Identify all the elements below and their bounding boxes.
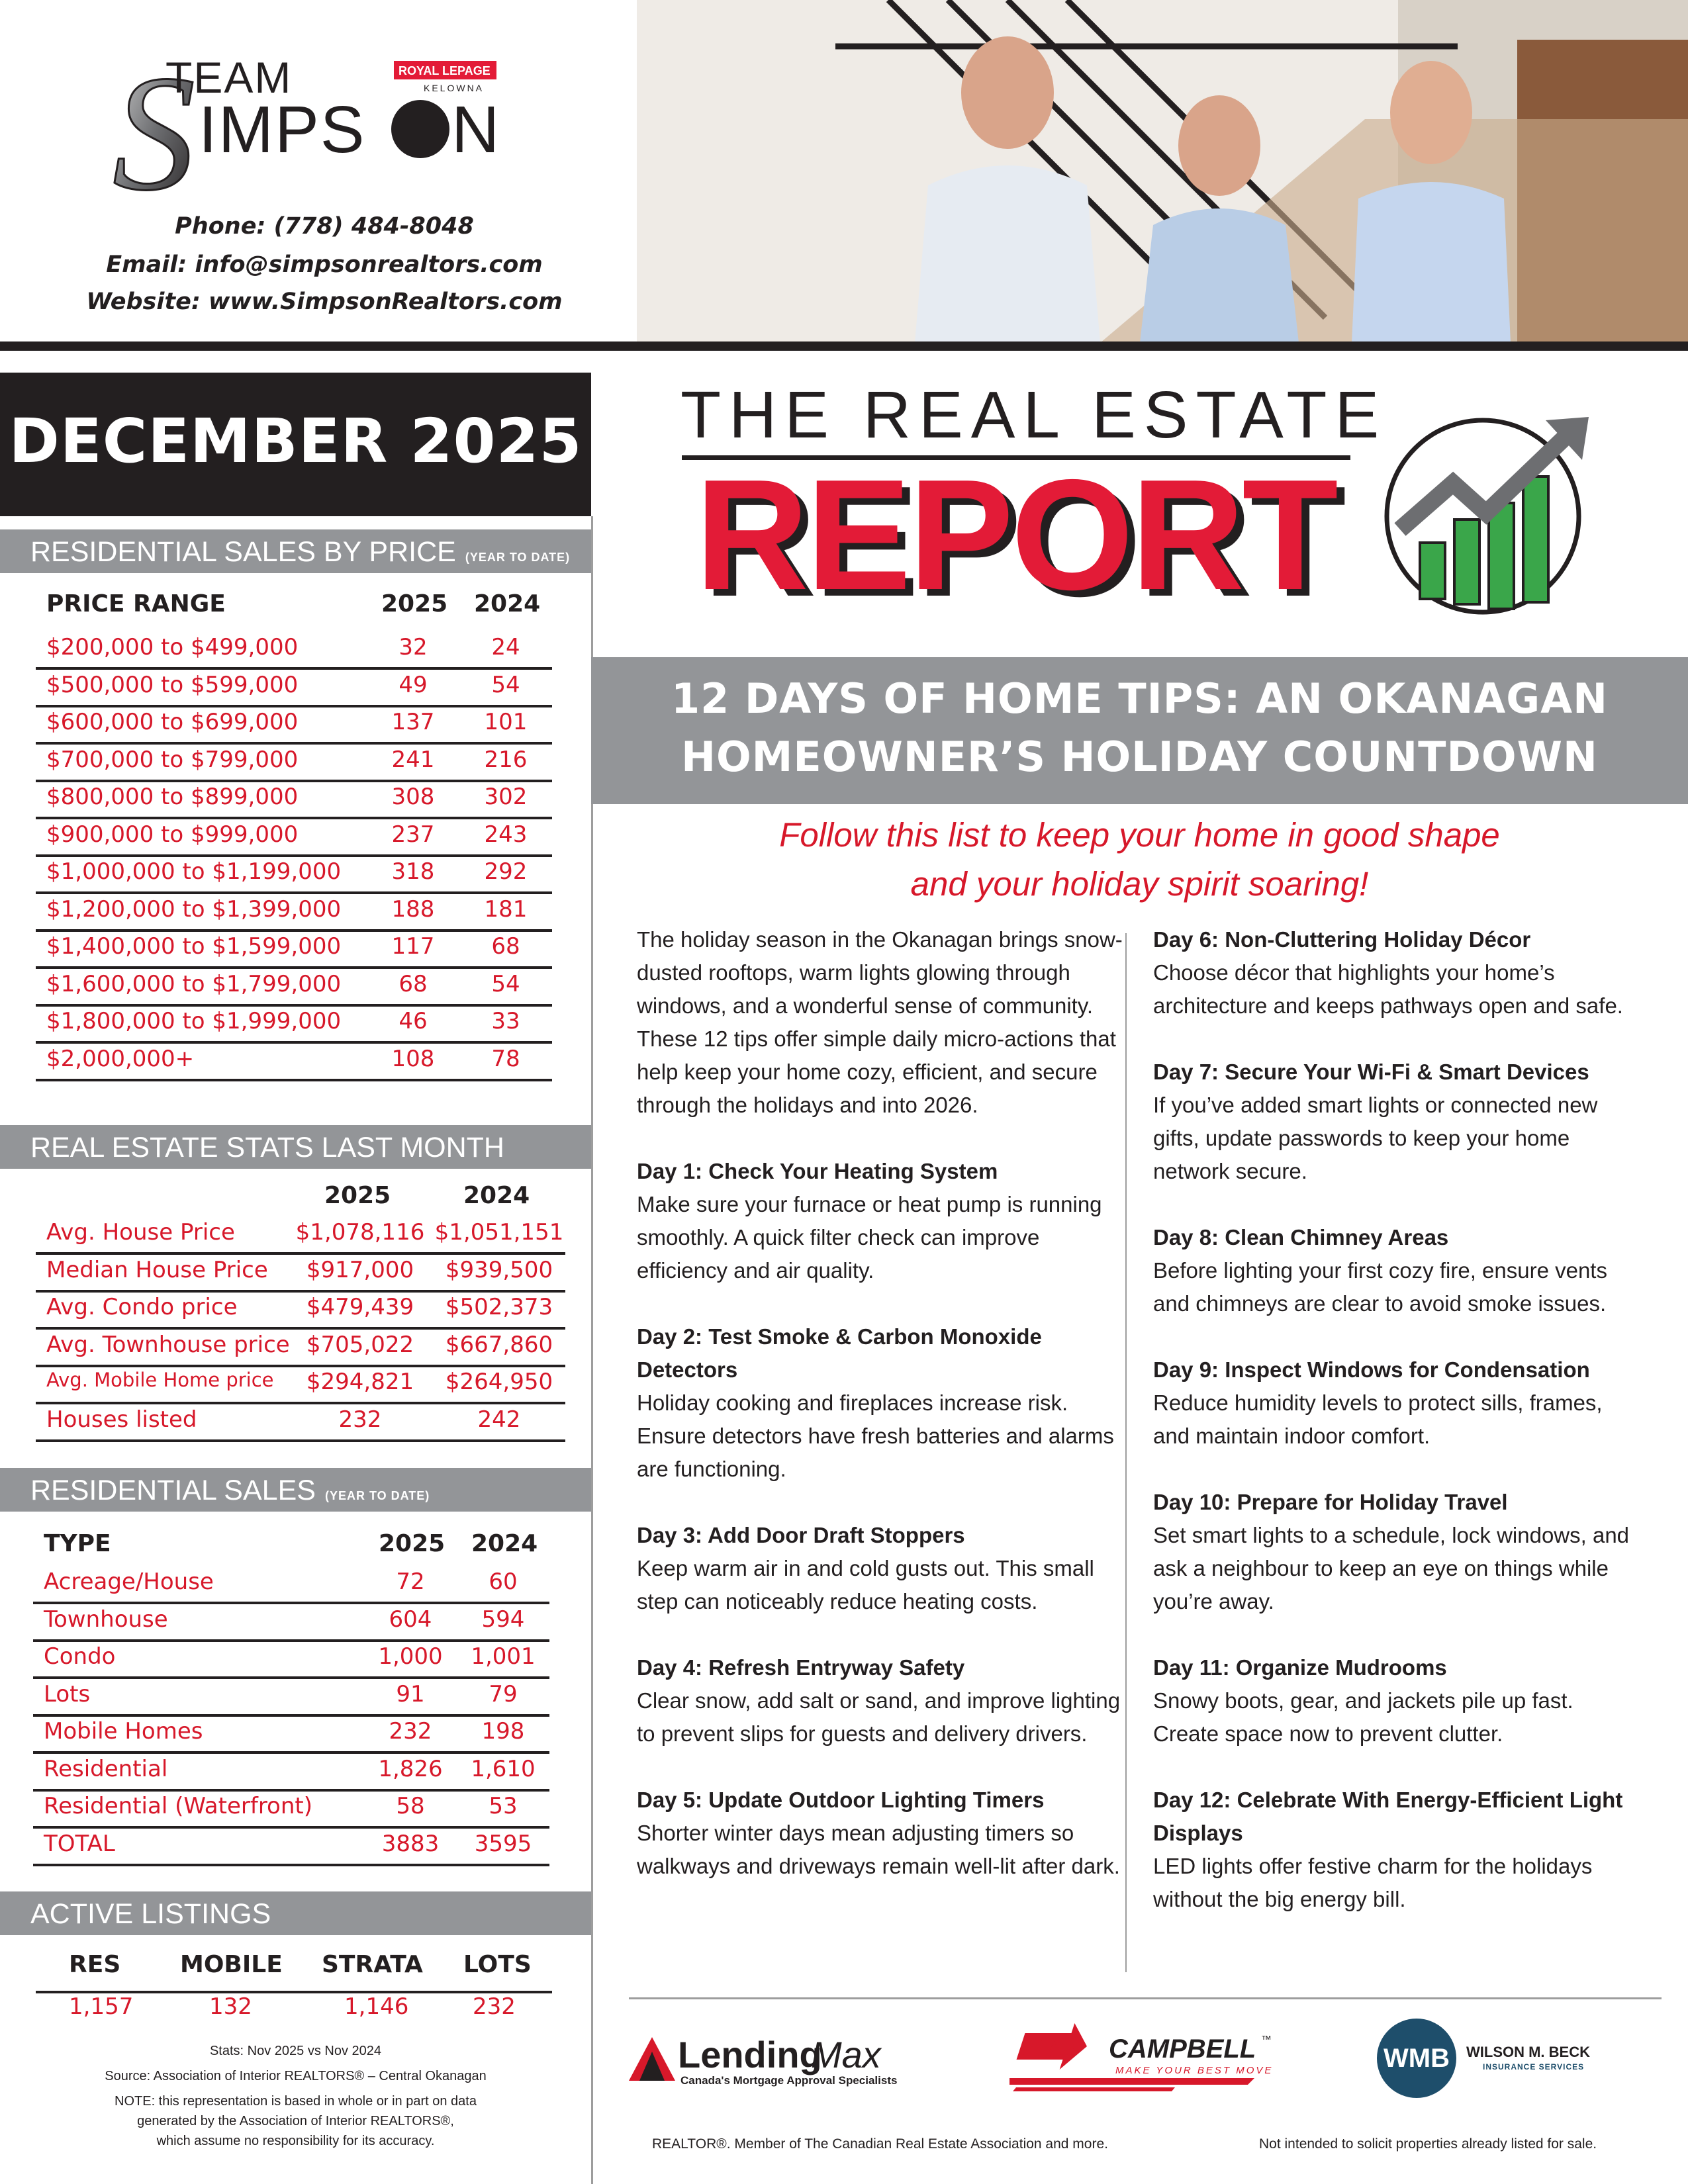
day-tip-body: Clear snow, add salt or sand, and improve lighting to prevent slips for guests and delivery drivers. [637,1688,1121,1746]
contact-email[interactable]: Email: info@simpsonrealtors.com [106,251,543,278]
day-tip-body: Shorter winter days mean adjusting timers so walkways and driveways remain well-lit after dark. [637,1821,1120,1878]
row-label: Mobile Homes [44,1718,203,1745]
row-value-2025: $917,000 [306,1256,414,1283]
sales-by-price-header: RESIDENTIAL SALES BY PRICE (YEAR TO DATE) [0,529,591,573]
row-value-2024: 24 [491,634,520,660]
day-tip [1153,923,1643,1023]
day-tip [1153,1221,1643,1320]
row-value-2025: 188 [391,895,435,923]
row-value-2025: 117 [391,933,435,960]
header-divider [0,341,1688,351]
row-value-2024: 594 [481,1606,525,1633]
table-row [33,1677,549,1717]
disclaimer-left: REALTOR®. Member of The Canadian Real Estate Association and more. [652,2136,1108,2152]
day-tip [637,1155,1127,1287]
day-tip-body: Before lighting your first cozy fire, ensure vents and chimneys are clear to avoid smoke issues. [1153,1258,1607,1316]
report-title-small: THE REAL ESTATE [680,378,1387,452]
table-row [36,1253,565,1293]
svg-text:ROYAL LEPAGE: ROYAL LEPAGE [399,64,491,77]
row-value-2025: 68 [399,970,428,997]
listing-strata: 1,146 [344,1993,409,2020]
table-row [33,1565,549,1604]
table-row [36,668,552,707]
table-row [36,929,552,969]
day-tip [1153,1486,1643,1618]
table-row [36,854,552,894]
active-listings-header: ACTIVE LISTINGS [0,1891,591,1935]
row-value-2025: $294,821 [306,1369,414,1395]
row-label: Acreage/House [44,1569,214,1595]
day-tip-body: If you’ve added smart lights or connected new gifts, update passwords to keep your home network secure. [1153,1093,1598,1183]
wilson-m-beck-logo[interactable]: WMB WILSON M. BECK INSURANCE SERVICES [1377,2019,1655,2098]
footnote-note: generated by the Association of Interior REALTORS®, [137,2114,454,2128]
article-subtitle-1: Follow this list to keep your home in good shape [779,816,1500,854]
stats-last-month-header: REAL ESTATE STATS LAST MONTH [0,1125,591,1169]
month-banner [0,373,591,516]
row-value-2024: $939,500 [445,1256,553,1283]
row-value-2025: 1,826 [378,1755,443,1782]
row-value-2025: 1,000 [378,1643,443,1670]
day-tip-body: LED lights offer festive charm for the holidays without the big energy bill. [1153,1854,1593,1911]
svg-text:S: S [113,53,195,205]
row-label: Residential [44,1755,168,1782]
svg-text:KELOWNA: KELOWNA [424,83,485,93]
day-tip-title: Day 2: Test Smoke & Carbon Monoxide Detectors [637,1324,1042,1382]
row-value-2025: 241 [391,746,435,773]
row-value-2024: $1,051,151 [434,1219,564,1246]
row-value-2025: 604 [389,1606,432,1633]
month-label: DECEMBER 2025 [9,406,583,477]
row-value-2024: 243 [484,821,528,848]
svg-text:IMPS: IMPS [199,93,366,167]
sponsor-divider [629,1997,1662,1999]
row-value-2025: 232 [338,1406,382,1433]
day-tip-body: Choose décor that highlights your home’s architecture and keeps pathways open and safe. [1153,960,1623,1018]
headline-line-2: HOMEOWNER’S HOLIDAY COUNTDOWN [681,733,1598,781]
row-value-2025: 91 [396,1680,425,1707]
table-row [36,1365,565,1404]
row-label: Residential (Waterfront) [44,1793,313,1819]
listing-mobile: 132 [209,1993,252,2020]
day-tip-title: Day 6: Non-Cluttering Holiday Décor [1153,927,1531,952]
row-value-2025: $705,022 [306,1331,414,1358]
day-tip-body: Keep warm air in and cold gusts out. This small step can noticeably reduce heating costs. [637,1556,1094,1614]
row-value-2025: 46 [399,1008,428,1034]
row-label: Houses listed [46,1406,197,1433]
row-value-2025: 72 [396,1569,425,1595]
row-label: TOTAL [44,1830,115,1857]
listing-lots: 232 [473,1993,516,2020]
table-row [36,892,552,932]
day-tip [1153,1651,1643,1751]
row-value-2024: 68 [491,933,520,960]
row-label: $800,000 to $899,000 [46,784,299,810]
row-label: Lots [44,1680,91,1707]
day-tip-title: Day 4: Refresh Entryway Safety [637,1655,965,1680]
article-column-right [1153,923,1643,1949]
row-value-2025: 232 [389,1718,432,1745]
table-row [36,1042,552,1081]
row-label: $2,000,000+ [46,1045,195,1072]
article-column-left [637,923,1127,1916]
row-value-2024: 302 [484,784,528,810]
row-label: $500,000 to $599,000 [46,671,299,698]
row-label: Townhouse [44,1606,168,1633]
active-listings-values [36,1993,552,2026]
day-tip-body: Set smart lights to a schedule, lock windows, and ask a neighbour to keep an eye on things while you’re away. [1153,1523,1630,1614]
footnote-stats: Stats: Nov 2025 vs Nov 2024 [209,2044,382,2058]
lendingmax-logo[interactable]: Lending Max Canada's Mortgage Approval Specialists [629,2032,920,2085]
active-listings-table: RES MOBILE STRATA LOTS [36,1951,552,1993]
row-label: Avg. House Price [46,1219,235,1246]
row-value-2024: 1,001 [471,1643,536,1670]
row-label: $1,600,000 to $1,799,000 [46,970,342,997]
table-row [36,630,552,670]
row-value-2025: 308 [391,784,435,810]
row-value-2024: 1,610 [471,1755,536,1782]
day-tip-title: Day 10: Prepare for Holiday Travel [1153,1490,1508,1514]
report-title-big: REPORT [695,447,1336,623]
headline-line-1: 12 DAYS OF HOME TIPS: AN OKANAGAN [671,674,1609,723]
day-tip-body: Make sure your furnace or heat pump is running smoothly. A quick filter check can improve efficiency and air quality. [637,1192,1102,1283]
row-value-2025: 32 [399,634,428,660]
row-value-2025: 58 [396,1793,425,1819]
table-row [33,1752,549,1792]
table-row [36,780,552,819]
row-value-2024: 198 [481,1718,525,1745]
contact-website[interactable]: Website: www.SimpsonRealtors.com [86,289,563,315]
growth-chart-icon [1374,404,1599,615]
day-tip-body: Snowy boots, gear, and jackets pile up fast. Create space now to prevent clutter. [1153,1688,1573,1746]
row-value-2024: 33 [491,1008,520,1034]
day-tip-title: Day 3: Add Door Draft Stoppers [637,1523,965,1547]
row-value-2025: 3883 [381,1830,440,1857]
row-label: Avg. Mobile Home price [46,1369,274,1391]
row-value-2025: 237 [391,821,435,848]
wmb-badge: WMB [1377,2019,1456,2098]
lendingmax-icon [629,2037,675,2081]
row-label: Condo [44,1643,116,1670]
row-value-2024: 292 [484,858,528,885]
team-photo [637,0,1688,343]
day-tip [1153,1784,1643,1916]
table-header: TYPE 2025 2024 [44,1530,538,1557]
row-label: $1,800,000 to $1,999,000 [46,1008,342,1034]
day-tip [637,1784,1127,1883]
table-row [36,1290,565,1330]
article-subtitle-2: and your holiday spirit soaring! [910,865,1369,903]
table-row [33,1714,549,1754]
row-value-2024: 60 [489,1569,518,1595]
row-label: $700,000 to $799,000 [46,746,299,773]
column-divider [1125,933,1127,1972]
article-headline-banner [591,657,1688,804]
table-header: 2025 2024 [324,1182,530,1209]
disclaimer-right: Not intended to solicit properties already listed for sale. [1259,2136,1597,2152]
day-tip-title: Day 5: Update Outdoor Lighting Timers [637,1788,1045,1812]
day-tip [1153,1056,1643,1188]
row-value-2024: 216 [484,746,528,773]
contact-phone[interactable]: Phone: (778) 484-8048 [175,213,474,240]
table-row [33,1789,549,1829]
row-label: $1,000,000 to $1,199,000 [46,858,342,885]
day-tip [637,1651,1127,1751]
row-label: $1,400,000 to $1,599,000 [46,933,342,960]
row-value-2024: 54 [491,970,520,997]
row-value-2025: $479,439 [306,1294,414,1320]
residential-sales-header: RESIDENTIAL SALES (YEAR TO DATE) [0,1468,591,1512]
day-tip-title: Day 8: Clean Chimney Areas [1153,1225,1449,1250]
row-value-2025: 108 [391,1045,435,1072]
row-label: Avg. Condo price [46,1294,238,1320]
row-value-2025: $1,078,116 [295,1219,425,1246]
day-tip [1153,1353,1643,1453]
day-tip-title: Day 11: Organize Mudrooms [1153,1655,1447,1680]
day-tip [637,1519,1127,1618]
table-row [36,967,552,1007]
day-tip-title: Day 7: Secure Your Wi-Fi & Smart Devices [1153,1060,1589,1084]
row-label: $200,000 to $499,000 [46,634,299,660]
row-label: $900,000 to $999,000 [46,821,299,848]
footnote-note: which assume no responsibility for its accuracy. [156,2134,435,2148]
article-intro: The holiday season in the Okanagan brings snow-dusted rooftops, warm lights glowing through windows, and a wonderful sense of community. These 12 tips offer simple daily micro-actions that help keep your home cozy, efficient, and secure through the holidays and into 2026. [637,927,1123,1117]
table-row [36,1328,565,1367]
row-value-2025: 137 [391,709,435,735]
footnote-source: Source: Association of Interior REALTORS® – Central Okanagan [105,2069,487,2083]
day-tip-title: Day 1: Check Your Heating System [637,1159,998,1183]
table-row [36,817,552,857]
table-row [36,743,552,782]
day-tip [637,1320,1127,1486]
team-simpson-logo [113,53,536,205]
row-value-2024: $264,950 [445,1369,553,1395]
row-value-2024: 181 [484,895,528,923]
day-tip-title: Day 12: Celebrate With Energy-Efficient Light Displays [1153,1788,1623,1845]
table-row [33,1639,549,1679]
table-row [36,705,552,745]
row-label: Avg. Townhouse price [46,1331,290,1358]
table-row [36,1004,552,1044]
row-label: $1,200,000 to $1,399,000 [46,895,342,923]
row-value-2024: 3595 [474,1830,532,1857]
row-value-2024: 78 [491,1045,520,1072]
table-row [33,1602,549,1642]
row-value-2025: 318 [391,858,435,885]
svg-text:N: N [451,93,500,167]
listing-res: 1,157 [69,1993,134,2020]
row-value-2024: $502,373 [445,1294,553,1320]
row-value-2024: 54 [491,671,520,698]
table-row [33,1827,549,1866]
amj-campbell-logo[interactable]: AMJ CAMPBELL ™ MAKE YOUR BEST MOVE [1009,2020,1288,2093]
table-row [36,1402,565,1442]
table-row [36,1215,565,1255]
day-tip-title: Day 9: Inspect Windows for Condensation [1153,1357,1590,1382]
row-label: $600,000 to $699,000 [46,709,299,735]
row-value-2025: 49 [399,671,428,698]
row-value-2024: 79 [489,1680,518,1707]
footnote-note: NOTE: this representation is based in whole or in part on data [115,2094,477,2109]
row-label: Median House Price [46,1256,268,1283]
day-tip-body: Reduce humidity levels to protect sills, frames, and maintain indoor comfort. [1153,1390,1603,1448]
day-tip-body: Holiday cooking and fireplaces increase risk. Ensure detectors have fresh batteries and alarms are functioning. [637,1390,1114,1481]
table-header: PRICE RANGE 2025 2024 [46,590,541,617]
row-value-2024: 101 [484,709,528,735]
row-value-2024: $667,860 [445,1331,553,1358]
row-value-2024: 242 [477,1406,521,1433]
svg-text:TEAM: TEAM [165,53,293,102]
row-value-2024: 53 [489,1793,518,1819]
